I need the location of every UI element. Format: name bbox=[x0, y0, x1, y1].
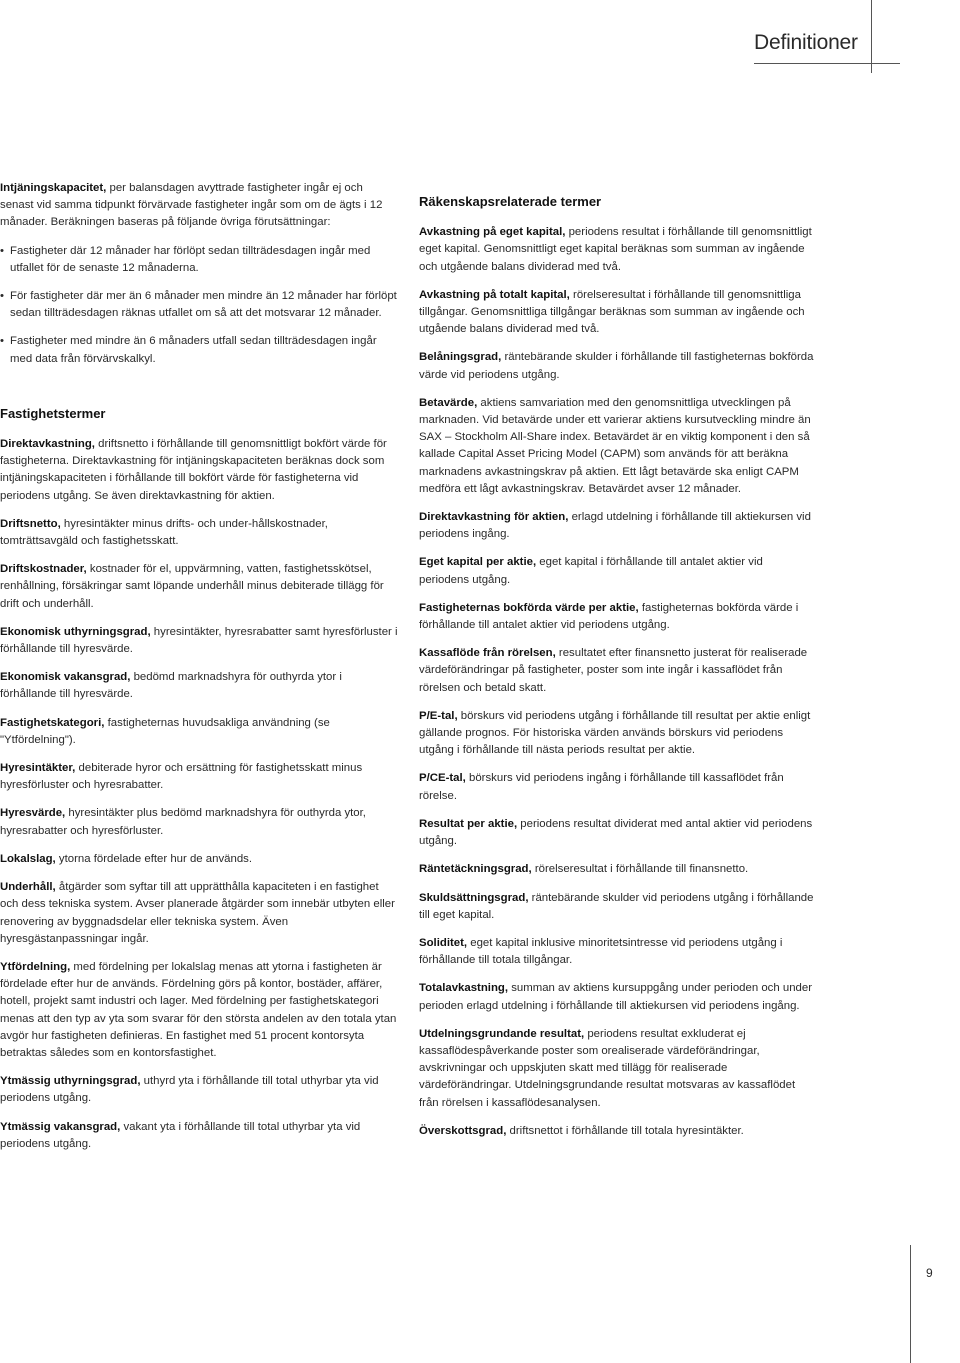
definition-text: periodens resultat exkluderat ej kassaflödespåverkande poster som orealiserade värdeförändringar, avskrivningar och uppskjuten skatt med tillägg för realiserade värdeförändringar. Utdelningsgrundande resultat motsvaras av kassaflödet från rörelsen i kassaflödesanalysen. bbox=[419, 1027, 796, 1109]
definition-text: debiterade hyror och ersättning för fastighetsskatt minus hyresförluster och hyresrabatter. bbox=[0, 762, 363, 792]
page-title: Definitioner bbox=[754, 31, 858, 54]
definition-text: bedömd marknadshyra för outhyrda ytor i förhållande till hyresvärde. bbox=[0, 671, 342, 701]
definition-text: hyresintäkter plus bedömd marknadshyra för outhyrda ytor, hyresrabatter och hyresförluster. bbox=[0, 807, 366, 837]
definition-item bbox=[419, 816, 815, 850]
definition-term: Räntetäckningsgrad, bbox=[419, 863, 532, 876]
definition-term: Intjäningskapacitet, bbox=[0, 182, 107, 194]
definition-term: Eget kapital per aktie, bbox=[419, 556, 537, 569]
section-heading-fastighetstermer: Fastighetstermer bbox=[0, 405, 106, 421]
definition-text: börskurs vid periodens utgång i förhållande till resultat per aktie enligt gällande prognos. För historiska värden används börskurs vid periodens utgång i förhållande till nästa periods resultat per aktie. bbox=[419, 709, 811, 757]
definition-item bbox=[0, 1073, 398, 1107]
definition-text: hyresintäkter, hyresrabatter samt hyresförluster i förhållande till hyresvärde. bbox=[0, 625, 398, 656]
definition-text: fastigheternas bokförda värde i förhållande till antalet aktier vid periodens utgång. bbox=[419, 601, 799, 632]
definition-item bbox=[419, 1026, 815, 1112]
definition-item bbox=[0, 760, 398, 794]
definition-term: Ekonomisk uthyrningsgrad, bbox=[0, 625, 151, 638]
definition-item bbox=[419, 287, 815, 339]
definition-text: summan av aktiens kursuppgång under perioden och under perioden erlagd utdelning i förhållande till aktiekursen vid periodens ingång. bbox=[419, 982, 812, 1012]
definition-list-right bbox=[419, 224, 815, 1140]
definition-text: fastigheternas huvudsakliga användning (se "Ytfördelning"). bbox=[0, 716, 330, 746]
definition-text: resultatet efter finansnetto justerat för realiserade värdeförändringar på fastigheter, poster som inte ingår i kassaflödet från rörelsen och betald skatt. bbox=[419, 647, 808, 694]
definition-term: Hyresvärde, bbox=[0, 807, 66, 820]
definition-text: räntebärande skulder i förhållande till fastigheternas bokförda värde vid periodens utgång. bbox=[419, 351, 814, 381]
definition-item bbox=[419, 861, 815, 878]
definition-intjaningskapacitet bbox=[0, 180, 398, 232]
definition-item bbox=[419, 980, 815, 1014]
left-column bbox=[0, 180, 398, 1164]
definition-term: Direktavkastning för aktien, bbox=[419, 511, 569, 524]
definition-item bbox=[419, 708, 815, 760]
definition-item bbox=[0, 516, 398, 550]
definition-term: Totalavkastning, bbox=[419, 982, 509, 995]
definition-term: Underhåll, bbox=[0, 881, 56, 894]
definition-text: börskurs vid periodens ingång i förhållande till kassaflödet från rörelse. bbox=[419, 772, 784, 802]
bullet-item: • För fastigheter där mer än 6 månader men mindre än 12 månader har förlöpt sedan tillträdesdagen räknas utfallet om så att det motsvarar 12 månader. bbox=[0, 288, 398, 322]
definition-item bbox=[419, 770, 815, 804]
definition-term: Ytmässig uthyrningsgrad, bbox=[0, 1075, 141, 1088]
definition-term: P/CE-tal, bbox=[419, 772, 466, 785]
definition-term: Avkastning på totalt kapital, bbox=[419, 288, 570, 301]
definition-item bbox=[419, 890, 815, 924]
definition-text: eget kapital inklusive minoritetsintresse vid periodens utgång i förhållande till totala tillgångar. bbox=[419, 936, 783, 967]
definition-item bbox=[419, 935, 815, 969]
definition-term: Avkastning på eget kapital, bbox=[419, 226, 566, 239]
definition-term: P/E-tal, bbox=[419, 709, 458, 722]
definition-text: per balansdagen avyttrade fastigheter ingår ej och senast vid samma tidpunkt förvärvade fastigheter ingår som om de ägts i 12 månader. Beräkningen baseras på följande övriga förutsättningar: bbox=[0, 182, 383, 229]
definition-text: rörelseresultat i förhållande till genomsnittliga tillgångar. Genomsnittliga tillgångar beräknas som summan av ingående och utgående balans dividerad med två. bbox=[419, 288, 805, 336]
definition-item bbox=[419, 1123, 815, 1140]
definition-item bbox=[0, 805, 398, 839]
definition-item bbox=[0, 561, 398, 613]
definition-text: vakant yta i förhållande till total uthyrbar yta vid periodens utgång. bbox=[0, 1120, 361, 1150]
right-column bbox=[419, 193, 815, 1151]
definition-term: Lokalslag, bbox=[0, 852, 56, 865]
definition-item bbox=[419, 349, 815, 383]
definition-term: Utdelningsgrundande resultat, bbox=[419, 1027, 585, 1040]
definition-item bbox=[419, 224, 815, 276]
section-heading-rakenskapsrelaterade: Räkenskapsrelaterade termer bbox=[419, 194, 602, 209]
definition-text: räntebärande skulder vid periodens utgång i förhållande till eget kapital. bbox=[419, 891, 814, 921]
definition-text: med fördelning per lokalslag menas att ytorna i fastigheten är fördelade efter hur de används. Fördelning görs på kontor, bostäder, affärer, hotell, projekt samt industri och lager. Med fördelning per fastighetskategori menas att den typ av yta som svarar för den största andelen av den totala ytan avgör hur fastigheten definieras. En fastighet med 51 procent kontorsyta betraktas således som en kontorsfastighet. bbox=[0, 960, 397, 1059]
definition-term: Driftsnetto, bbox=[0, 517, 61, 530]
definition-item bbox=[419, 600, 815, 634]
definition-item bbox=[419, 395, 815, 498]
definition-text: driftsnettot i förhållande till totala hyresintäkter. bbox=[506, 1124, 744, 1137]
definition-item bbox=[0, 715, 398, 749]
definition-text: ytorna fördelade efter hur de används. bbox=[55, 852, 253, 865]
definition-term: Resultat per aktie, bbox=[419, 817, 518, 830]
definition-term: Belåningsgrad, bbox=[419, 351, 502, 364]
definition-term: Ekonomisk vakansgrad, bbox=[0, 671, 131, 684]
definition-text: uthyrd yta i förhållande till total uthyrbar yta vid periodens utgång. bbox=[0, 1075, 379, 1105]
definition-item bbox=[419, 509, 815, 543]
definition-item bbox=[0, 851, 398, 868]
definition-text: åtgärder som syftar till att upprätthålla kapaciteten i en fastighet och dess tekniska system. Avser planerade åtgärder som innebär utbyten eller renovering av byggnadsdelar eller tekniska system. Även hyresgästanpassningar ingår. bbox=[0, 881, 395, 945]
definition-list-left bbox=[0, 436, 398, 1153]
definition-term: Fastigheternas bokförda värde per aktie, bbox=[419, 601, 639, 614]
definition-item bbox=[0, 669, 398, 703]
definition-term: Ytfördelning, bbox=[0, 960, 71, 973]
bullet-item: • Fastigheter där 12 månader har förlöpt sedan tillträdesdagen ingår med utfallet för de senaste 12 månaderna. bbox=[0, 243, 398, 277]
definition-text: periodens resultat dividerat med antal aktier vid periodens utgång. bbox=[419, 817, 813, 848]
definition-text: erlagd utdelning i förhållande till aktiekursen vid periodens ingång. bbox=[419, 511, 811, 541]
definition-term: Kassaflöde från rörelsen, bbox=[419, 647, 556, 660]
definition-term: Driftskostnader, bbox=[0, 563, 87, 576]
definition-term: Betavärde, bbox=[419, 396, 478, 409]
definition-term: Ytmässig vakansgrad, bbox=[0, 1120, 121, 1133]
page-number: 9 bbox=[926, 1266, 933, 1280]
definition-term: Överskottsgrad, bbox=[419, 1124, 507, 1137]
definition-text: periodens resultat i förhållande till genomsnittligt eget kapital. Genomsnittligt eget kapital beräknas som summan av ingående och utgående balans dividerad med två. bbox=[419, 226, 812, 273]
definition-item bbox=[0, 624, 398, 658]
definition-text: hyresintäkter minus drifts- och under-hållskostnader, tomträttsavgäld och fastighetsskatt. bbox=[0, 517, 328, 548]
definition-term: Direktavkastning, bbox=[0, 438, 95, 451]
definition-text: kostnader för el, uppvärmning, vatten, fastighetsskötsel, renhållning, försäkringar samt löpande underhåll minus debiterade tillägg för drift och underhåll. bbox=[0, 563, 384, 610]
bullet-list bbox=[0, 243, 398, 368]
definition-item bbox=[419, 554, 815, 588]
definition-term: Soliditet, bbox=[419, 936, 468, 949]
header-horizontal-rule bbox=[754, 63, 900, 64]
definition-item bbox=[0, 1119, 398, 1153]
definition-term: Skuldsättningsgrad, bbox=[419, 891, 529, 904]
definition-term: Hyresintäkter, bbox=[0, 762, 76, 775]
definition-item bbox=[419, 645, 815, 697]
definition-text: aktiens samvariation med den genomsnittliga utvecklingen på marknaden. Vid betavärde under ett varierar aktiens kursutveckling mindre än SAX – Stockholm All-Share index. Betavärdet är en viktig komponent i den så kallade Capital Asset Pricing Model (CAPM) som används för att beräkna marknadens avkastningskrav på aktien. Ett lågt betavärde ska enligt CAPM medföra ett lågt avkastningskrav. Betavärdet avser 12 månader. bbox=[419, 396, 811, 495]
bullet-item: • Fastigheter med mindre än 6 månaders utfall sedan tillträdesdagen ingår med data från förvärvskalkyl. bbox=[0, 333, 398, 367]
footer-vertical-rule bbox=[910, 1245, 911, 1363]
definition-text: rörelseresultat i förhållande till finansnetto. bbox=[531, 863, 749, 876]
definition-item bbox=[0, 436, 398, 505]
definition-item bbox=[0, 959, 398, 1062]
definition-item bbox=[0, 879, 398, 948]
definition-term: Fastighetskategori, bbox=[0, 716, 105, 729]
definition-text: driftsnetto i förhållande till genomsnittligt bokfört värde för fastigheterna. Direktavkastning för intjäningskapaciteten beräknas dock som intjäningskapaciteten i förhållande till bokfört värde för fastigheterna vid periodens utgång. Se även direktavkastning för aktien. bbox=[0, 438, 387, 502]
definition-text: eget kapital i förhållande till antalet aktier vid periodens utgång. bbox=[419, 556, 763, 586]
